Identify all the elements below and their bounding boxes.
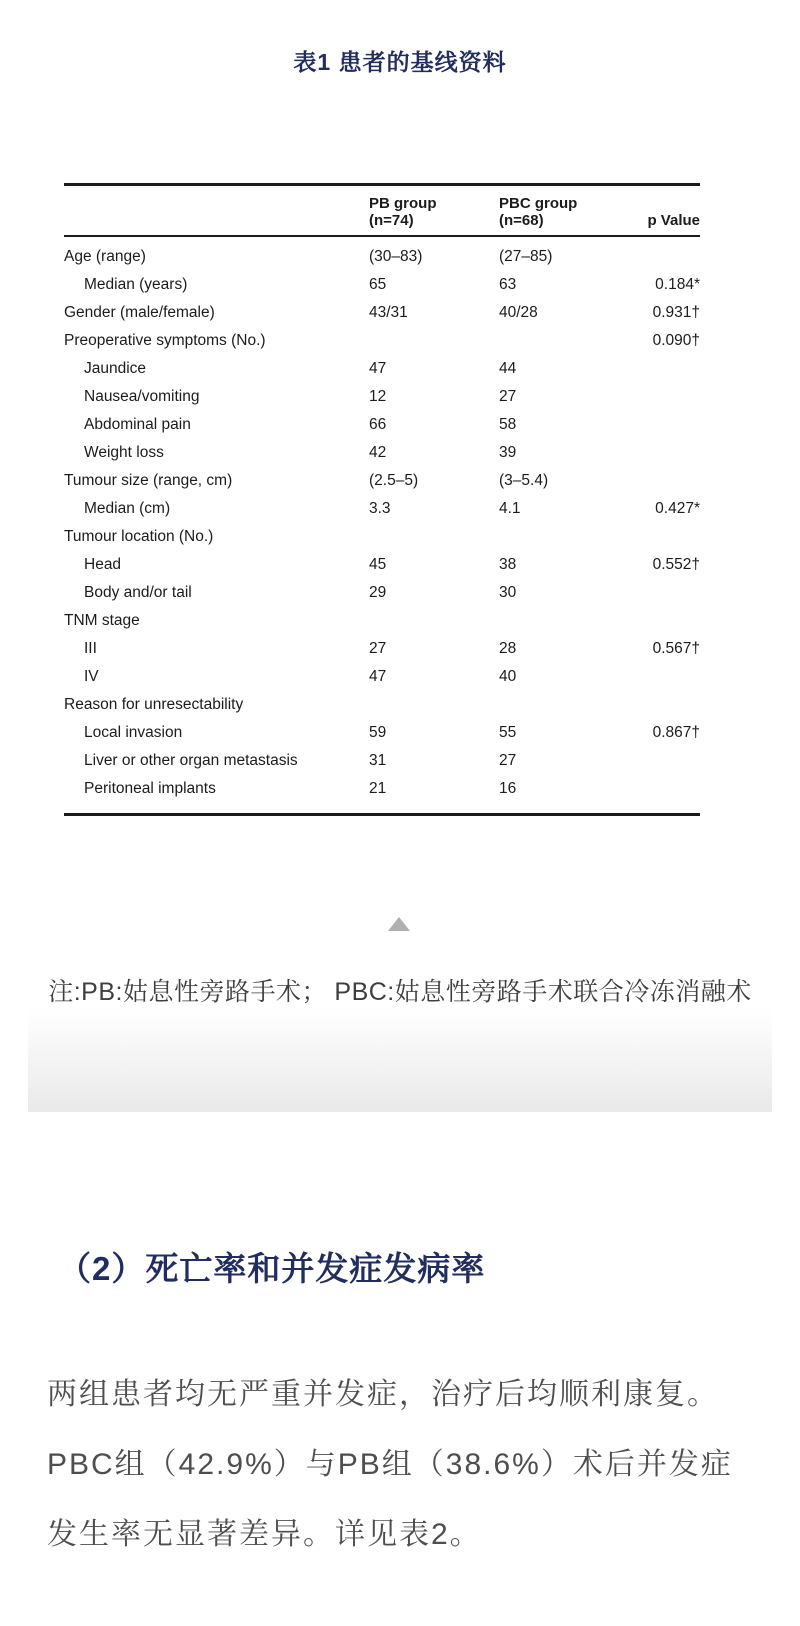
table-body [64, 236, 700, 815]
table-cell: Tumour location (No.) [64, 528, 214, 545]
table-cell: Jaundice [84, 360, 147, 377]
table-cell: Median (cm) [84, 500, 171, 517]
paragraph-line: 两组患者均无严重并发症，治疗后均顺利康复。 [47, 1378, 719, 1411]
table-cell [631, 691, 700, 719]
table-cell: Nausea/vomiting [84, 388, 200, 405]
col-header-pb-group [369, 185, 499, 237]
table-cell: 47 [369, 360, 387, 377]
table-cell: 55 [499, 724, 517, 741]
table-cell: IV [84, 668, 99, 685]
table-row [64, 411, 700, 439]
table-cell: Tumour size (range, cm) [64, 472, 233, 489]
table-row [64, 691, 700, 719]
table-cell: Liver or other organ metastasis [84, 752, 298, 769]
section-heading: （2）死亡率和并发症发病率 [58, 1250, 486, 1287]
table-cell: Body and/or tail [84, 584, 192, 601]
table-cell [499, 607, 631, 635]
table-cell: Abdominal pain [84, 416, 191, 433]
table-cell: 44 [499, 360, 517, 377]
table-row [64, 663, 700, 691]
table-cell [369, 691, 499, 719]
table-row [64, 271, 700, 299]
col-header-label: PB group [369, 195, 437, 212]
table-cell: 63 [499, 276, 517, 293]
table-cell [369, 607, 499, 635]
table-cell: Weight loss [84, 444, 164, 461]
table-row [64, 607, 700, 635]
table-cell: 31 [369, 752, 387, 769]
table-cell: Peritoneal implants [84, 780, 216, 797]
table-cell: Preoperative symptoms (No.) [64, 332, 266, 349]
table-cell: 0.931† [652, 304, 700, 321]
table-cell [631, 607, 700, 635]
table-cell: 27 [369, 640, 387, 657]
table-row [64, 523, 700, 551]
table-row [64, 775, 700, 815]
table-cell [499, 691, 631, 719]
table-cell [369, 327, 499, 355]
table-cell: 4.1 [499, 500, 521, 517]
table-cell: 47 [369, 668, 387, 685]
table-cell: 65 [369, 276, 387, 293]
baseline-table [64, 183, 700, 816]
table-cell: 40/28 [499, 304, 538, 321]
table-row [64, 635, 700, 663]
table-cell: 12 [369, 388, 387, 405]
table-cell [631, 663, 700, 691]
table-cell: (3–5.4) [499, 472, 549, 489]
col-header-pbc-group [499, 185, 631, 237]
table-cell: 28 [499, 640, 517, 657]
col-header-label: PBC group [499, 195, 578, 212]
table-cell: 0.184* [655, 276, 700, 293]
table-cell [631, 439, 700, 467]
table-cell: 0.867† [652, 724, 700, 741]
table-row [64, 551, 700, 579]
paragraph-line: 发生率无显著差异。详见表2。 [47, 1518, 482, 1551]
table-cell: 45 [369, 556, 387, 573]
table-cell: 29 [369, 584, 387, 601]
table-cell: 38 [499, 556, 517, 573]
table-cell: Head [84, 556, 122, 573]
table-cell: 40 [499, 668, 517, 685]
table-cell [631, 775, 700, 815]
table-cell: Reason for unresectability [64, 696, 244, 713]
table-row [64, 383, 700, 411]
table-cell: 39 [499, 444, 517, 461]
table-cell: Median (years) [84, 276, 188, 293]
table-cell: (27–85) [499, 248, 553, 265]
table-cell: 0.552† [652, 556, 700, 573]
table-cell: 0.567† [652, 640, 700, 657]
table-cell: (30–83) [369, 248, 423, 265]
table-cell: 21 [369, 780, 387, 797]
table-cell: Local invasion [84, 724, 183, 741]
table-row [64, 579, 700, 607]
table-cell [631, 411, 700, 439]
col-header-p-value [631, 185, 700, 237]
table-row [64, 467, 700, 495]
table-cell [369, 523, 499, 551]
table-cell: 66 [369, 416, 387, 433]
table-row [64, 719, 700, 747]
table-cell [631, 383, 700, 411]
card-bottom-fade [28, 1008, 772, 1112]
col-header-sub: (n=68) [499, 212, 544, 229]
table-row [64, 495, 700, 523]
table-row [64, 747, 700, 775]
table-cell: 58 [499, 416, 517, 433]
body-paragraph [47, 1360, 767, 1570]
table-header-row [64, 185, 700, 237]
table-cell [631, 523, 700, 551]
table-cell [631, 467, 700, 495]
table-row [64, 355, 700, 383]
collapse-arrow-icon[interactable] [388, 917, 410, 931]
table-cell: 27 [499, 388, 517, 405]
table-cell: (2.5–5) [369, 472, 419, 489]
col-header-sub: (n=74) [369, 212, 414, 229]
table-cell: III [84, 640, 97, 657]
table-cell: 0.090† [652, 332, 700, 349]
table-row [64, 236, 700, 271]
table-cell [499, 523, 631, 551]
table-cell: 30 [499, 584, 517, 601]
table-cell: 43/31 [369, 304, 408, 321]
table-cell [631, 236, 700, 271]
table-row [64, 299, 700, 327]
paragraph-line: PBC组（42.9%）与PB组（38.6%）术后并发症 [47, 1448, 733, 1481]
table-cell: 27 [499, 752, 517, 769]
col-header-label: p Value [647, 212, 700, 229]
table-note: 注:PB:姑息性旁路手术； PBC:姑息性旁路手术联合冷冻消融术 [48, 978, 752, 1006]
table-cell: 16 [499, 780, 517, 797]
table-row [64, 327, 700, 355]
table-title: 表1 患者的基线资料 [293, 49, 507, 75]
col-header-empty [64, 185, 369, 237]
table-cell [631, 355, 700, 383]
table-cell: 0.427* [655, 500, 700, 517]
table-cell [499, 327, 631, 355]
table-cell: TNM stage [64, 612, 140, 629]
table-cell: 59 [369, 724, 387, 741]
table-cell: 3.3 [369, 500, 391, 517]
table-row [64, 439, 700, 467]
table-cell [631, 747, 700, 775]
table-cell: 42 [369, 444, 387, 461]
table-cell [631, 579, 700, 607]
table-cell: Gender (male/female) [64, 304, 215, 321]
table-cell: Age (range) [64, 248, 146, 265]
